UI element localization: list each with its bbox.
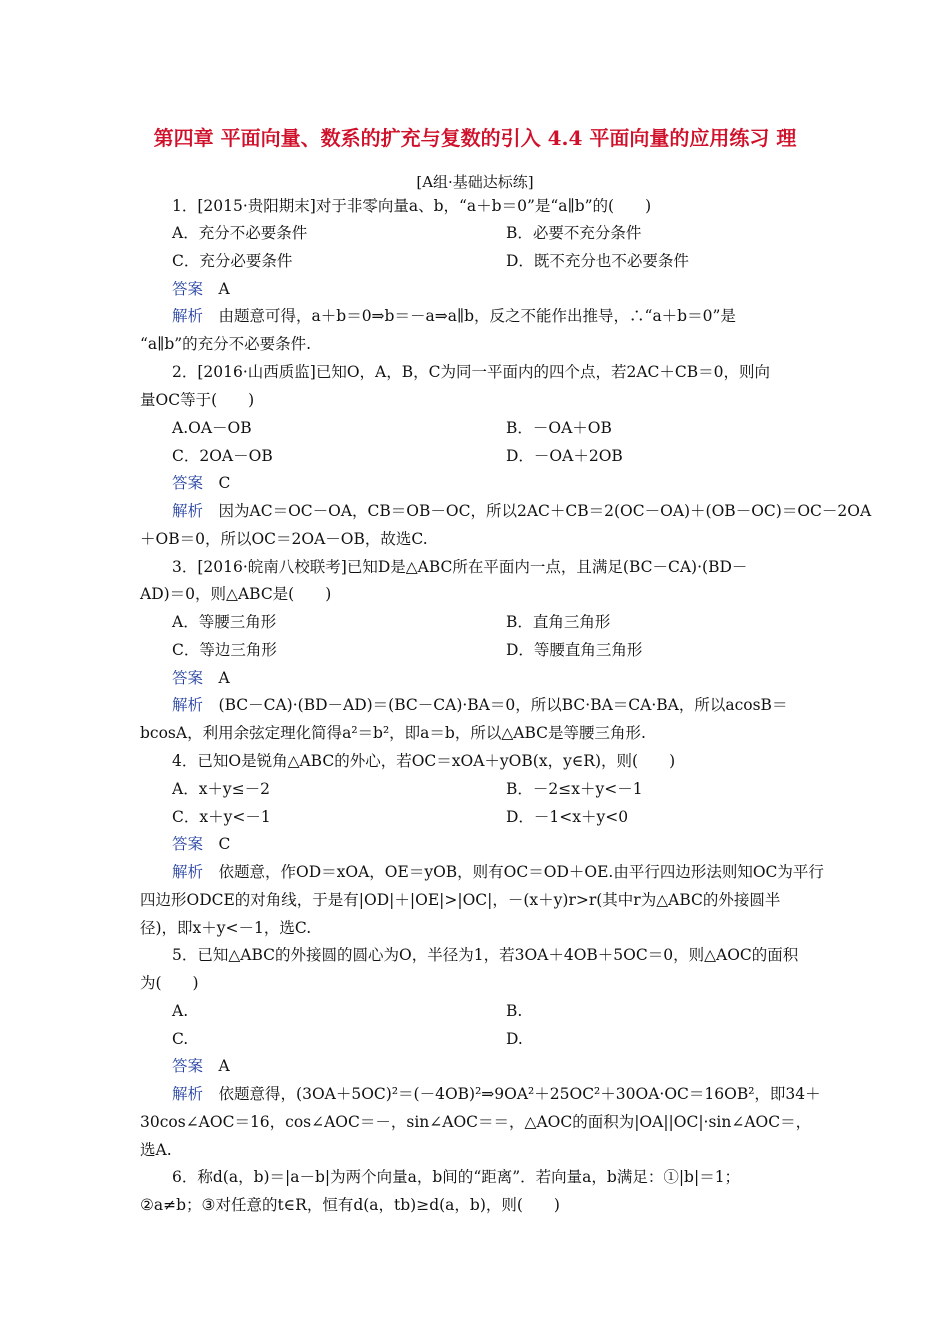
q3-analysis-line-1 (172, 695, 844, 715)
q2-option-b: B．－OA＋OB (506, 419, 612, 437)
q3-option-b: B．直角三角形 (506, 613, 611, 631)
q1-option-b: B．必要不充分条件 (506, 224, 642, 242)
q2-stem-line-2: 量OC等于( ) (140, 391, 255, 409)
q3-option-d: D．等腰直角三角形 (506, 641, 643, 659)
answer-label: 答案 (172, 835, 204, 853)
q4-option-c: C．x＋y<－1 (172, 808, 271, 826)
q4-analysis-line-1 (172, 862, 844, 882)
page-title: 第四章 平面向量、数系的扩充与复数的引入 4.4 平面向量的应用练习 理 (153, 126, 797, 150)
q2-stem-line-1: 2．[2016·山西质监]已知O，A，B，C为同一平面内的四个点，若2AC＋CB＝0，则向 (172, 363, 771, 381)
q4-answer-value: C (218, 835, 231, 853)
section-subtitle: [A组·基础达标练] (416, 173, 534, 191)
q5-stem-line-1: 5．已知△ABC的外接圆的圆心为O，半径为1，若3OA＋4OB＋5OC＝0，则△AOC的面积 (172, 946, 799, 964)
q4-option-d: D．－1<x＋y<0 (506, 808, 629, 826)
q2-analysis-text-1: 因为AC＝OC－OA，CB＝OB－OC，所以2AC＋CB＝2(OC－OA)＋(OB－OC)＝OC－2OA (218, 502, 872, 520)
q4-stem: 4．已知O是锐角△ABC的外心，若OC＝xOA＋yOB(x，y∈R)，则( ) (172, 752, 676, 770)
q5-analysis-line-3: 选A. (140, 1141, 172, 1159)
q4-option-a: A．x＋y≤－2 (172, 780, 271, 798)
q2-answer-value: C (218, 474, 231, 492)
q2-answer (172, 473, 844, 493)
q5-analysis-text-1: 依题意得，(3OA＋5OC)²＝(－4OB)²⇒9OA²＋25OC²＋30OA·OC＝16OB²，即34＋ (218, 1085, 821, 1103)
analysis-label: 解析 (172, 696, 204, 714)
q5-answer-value: A (218, 1057, 230, 1075)
q5-option-c: C. (172, 1030, 189, 1048)
q5-stem-line-2: 为( ) (140, 974, 199, 992)
q5-analysis-line-2: 30cos∠AOC＝16，cos∠AOC＝－，sin∠AOC＝＝，△AOC的面积为|OA||OC|·sin∠AOC＝， (140, 1113, 812, 1131)
q1-option-a: A．充分不必要条件 (172, 224, 308, 242)
analysis-label: 解析 (172, 863, 204, 881)
q3-stem-line-2: AD)＝0，则△ABC是( ) (140, 585, 332, 603)
q6-stem-line-1: 6．称d(a，b)＝|a－b|为两个向量a，b间的“距离”．若向量a，b满足：①|b|＝1； (172, 1168, 741, 1186)
q3-answer (172, 668, 844, 688)
q2-analysis-line-2: ＋OB＝0，所以OC＝2OA－OB，故选C. (140, 530, 428, 548)
q1-answer (172, 279, 844, 299)
q2-option-a: A.OA－OB (172, 419, 252, 437)
q5-option-a: A. (172, 1002, 189, 1020)
q2-option-d: D．－OA＋2OB (506, 447, 623, 465)
q1-option-d: D．既不充分也不必要条件 (506, 252, 689, 270)
q3-answer-value: A (218, 669, 230, 687)
q3-option-a: A．等腰三角形 (172, 613, 277, 631)
q1-answer-value: A (218, 280, 230, 298)
q5-answer (172, 1056, 844, 1076)
q4-answer (172, 834, 844, 854)
q6-stem-line-2: ②a≠b；③对任意的t∈R，恒有d(a，tb)≥d(a，b)，则( ) (140, 1196, 560, 1214)
q1-stem: 1．[2015·贵阳期末]对于非零向量a、b，“a＋b＝0”是“a∥b”的( ) (172, 197, 652, 215)
answer-label: 答案 (172, 280, 204, 298)
q3-stem-line-1: 3．[2016·皖南八校联考]已知D是△ABC所在平面内一点，且满足(BC－CA)·(BD－ (172, 558, 748, 576)
q5-option-b: B. (506, 1002, 523, 1020)
analysis-label: 解析 (172, 1085, 204, 1103)
analysis-label: 解析 (172, 307, 204, 325)
q2-analysis-line-1 (172, 501, 872, 521)
q1-option-c: C．充分必要条件 (172, 252, 293, 270)
q5-option-d: D. (506, 1030, 523, 1048)
q1-analysis-line-2: “a∥b”的充分不必要条件. (140, 335, 312, 353)
q4-analysis-line-3: 径)，即x＋y<－1，选C. (140, 919, 312, 937)
answer-label: 答案 (172, 474, 204, 492)
q4-option-b: B．－2≤x＋y<－1 (506, 780, 643, 798)
q1-analysis-line-1 (172, 306, 844, 326)
answer-label: 答案 (172, 1057, 204, 1075)
analysis-label: 解析 (172, 502, 204, 520)
q4-analysis-line-2: 四边形ODCE的对角线，于是有|OD|＋|OE|>|OC|，－(x＋y)r>r(其中r为△ABC的外接圆半 (140, 891, 781, 909)
q2-option-c: C．2OA－OB (172, 447, 273, 465)
q3-option-c: C．等边三角形 (172, 641, 277, 659)
answer-label: 答案 (172, 669, 204, 687)
q5-analysis-line-1 (172, 1084, 844, 1104)
q4-analysis-text-1: 依题意，作OD＝xOA，OE＝yOB，则有OC＝OD＋OE.由平行四边形法则知OC为平行 (218, 863, 824, 881)
q1-analysis-text-1: 由题意可得，a＋b＝0⇒b＝－a⇒a∥b，反之不能作出推导，∴“a＋b＝0”是 (218, 307, 736, 325)
q3-analysis-line-2: bcosA，利用余弦定理化简得a²＝b²，即a＝b，所以△ABC是等腰三角形. (140, 724, 646, 742)
q3-analysis-text-1: (BC－CA)·(BD－AD)＝(BC－CA)·BA＝0，所以BC·BA＝CA·BA，所以acosB＝ (218, 696, 788, 714)
